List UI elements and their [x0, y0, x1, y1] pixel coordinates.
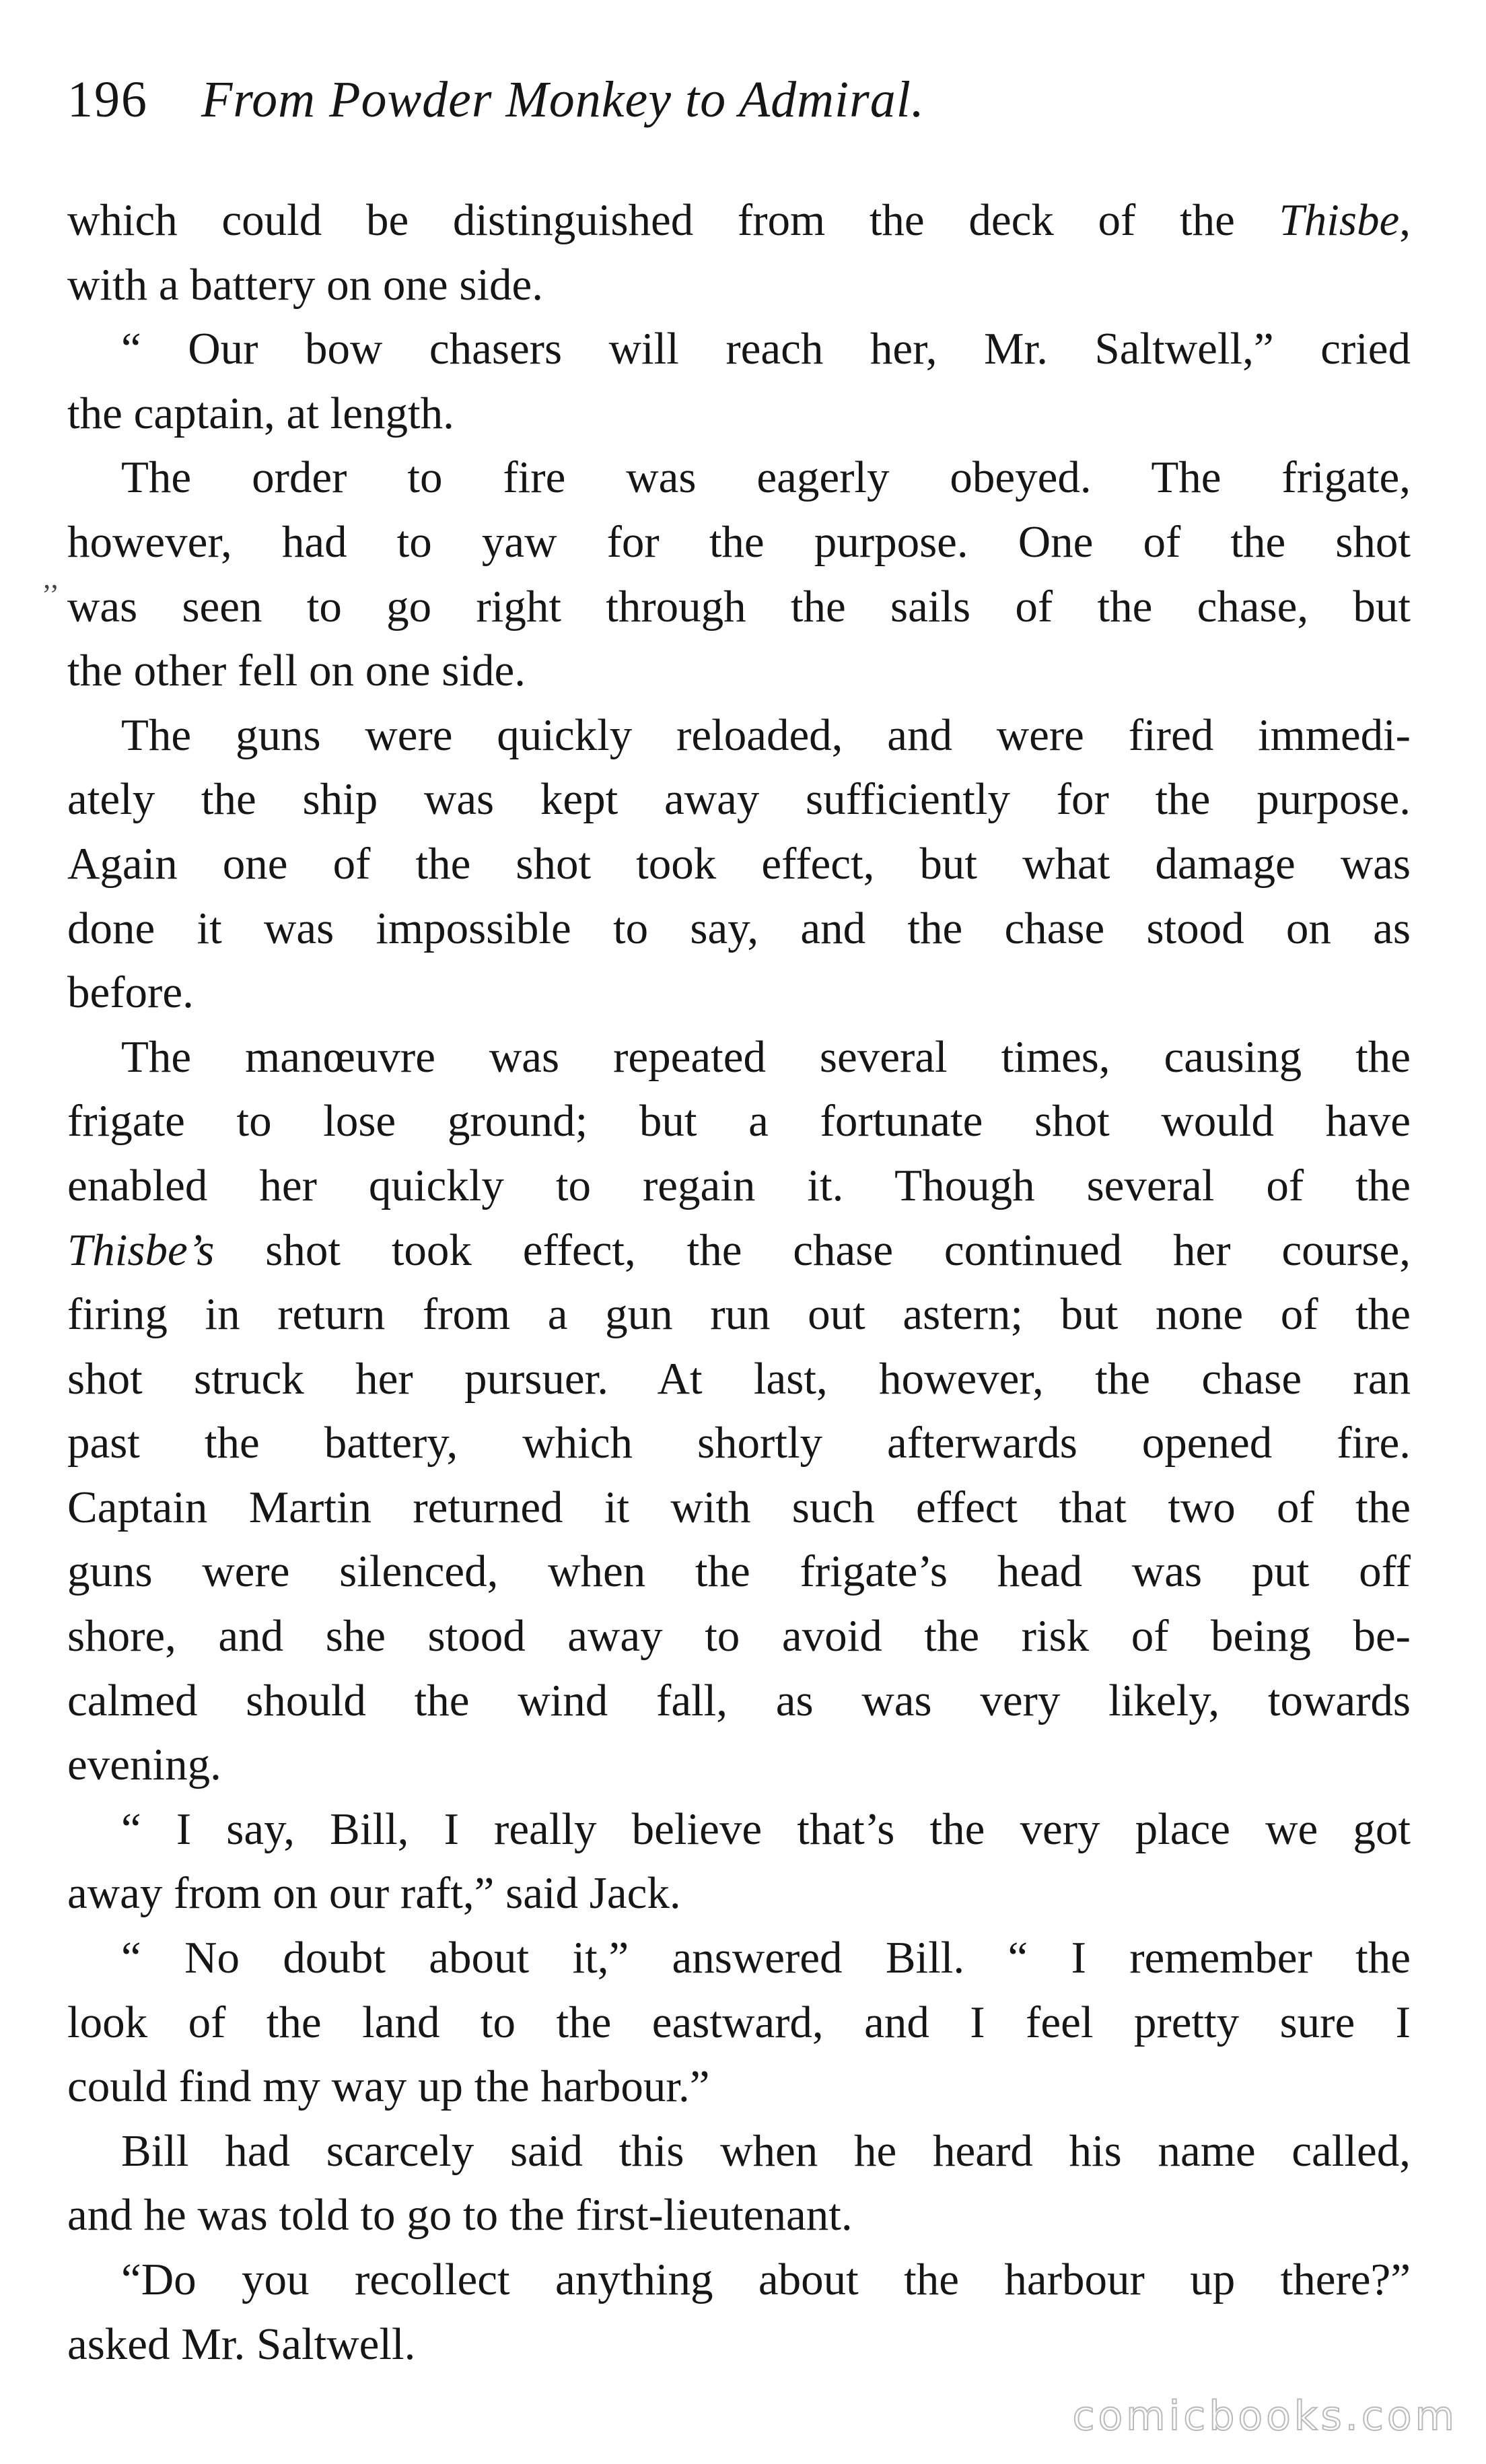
text-run: enabled her quickly to regain it. Though several of the — [67, 1160, 1411, 1210]
text-run: evening. — [67, 1740, 221, 1790]
text-line — [67, 1991, 1411, 2055]
text-line — [67, 1154, 1411, 1219]
text-line — [67, 767, 1411, 832]
text-run: could find my way up the harbour.” — [67, 2061, 710, 2112]
text-line — [67, 961, 1411, 1025]
text-line — [67, 1861, 1411, 1926]
text-line — [67, 1347, 1411, 1412]
text-line — [67, 1604, 1411, 1669]
text-run: with a battery on one side. — [67, 259, 544, 310]
book-title: From Powder Monkey to Admiral. — [201, 71, 925, 128]
text-line — [67, 2119, 1411, 2184]
body-text — [67, 189, 1411, 2376]
text-line — [67, 1476, 1411, 1540]
text-run: calmed should the wind fall, as was very likely, towards — [67, 1675, 1411, 1725]
text-run: away from on our raft,” said Jack. — [67, 1868, 681, 1919]
text-line — [67, 1282, 1411, 1347]
text-run: firing in return from a gun run out astern; but none of the — [67, 1289, 1411, 1340]
text-line — [67, 1411, 1411, 1476]
text-line — [67, 1733, 1411, 1798]
text-line — [67, 253, 1411, 318]
text-run: Bill had scarcely said this when he heard his name called, — [121, 2125, 1411, 2176]
text-line — [67, 704, 1411, 768]
text-run: ately the ship was kept away sufficiently for the purpose. — [67, 774, 1411, 825]
text-run: shore, and she stood away to avoid the risk of being be- — [67, 1611, 1411, 1662]
text-run: “ Our bow chasers will reach her, Mr. Saltwell,” cried — [121, 324, 1411, 374]
text-line — [67, 382, 1411, 446]
text-run: “ I say, Bill, I really believe that’s the very place we got — [121, 1804, 1411, 1854]
text-line — [67, 2248, 1411, 2313]
margin-mark: ’’ — [42, 578, 60, 611]
text-run: however, had to yaw for the purpose. One of the shot — [67, 516, 1411, 567]
text-line — [67, 446, 1411, 510]
text-line — [67, 1669, 1411, 1734]
text-run: shot struck her pursuer. At last, however, the chase ran — [67, 1353, 1411, 1404]
text-line — [67, 1798, 1411, 1862]
text-line — [67, 1089, 1411, 1154]
text-line — [67, 897, 1411, 961]
text-run: Again one of the shot took effect, but what damage was — [67, 838, 1411, 889]
text-line — [67, 1540, 1411, 1604]
text-run: asked Mr. Saltwell. — [67, 2319, 416, 2369]
ship-name: Thisbe’s — [67, 1225, 215, 1275]
text-run: look of the land to the eastward, and I feel pretty sure I — [67, 1997, 1411, 2047]
text-run: the captain, at length. — [67, 388, 454, 438]
text-line — [67, 832, 1411, 897]
text-line — [67, 1025, 1411, 1090]
text-run: which could be distinguished from the deck of the — [67, 195, 1279, 245]
text-run: “ No doubt about it,” answered Bill. “ I remember the — [121, 1933, 1411, 1983]
text-line — [67, 2183, 1411, 2248]
ship-name: Thisbe — [1279, 195, 1400, 245]
page-number: 196 — [67, 71, 148, 128]
running-head — [67, 59, 1413, 140]
watermark: comicbooks.com — [1072, 2393, 1458, 2440]
text-run: the other fell on one side. — [67, 646, 526, 696]
text-run: done it was impossible to say, and the chase stood on as — [67, 903, 1411, 953]
text-line — [67, 317, 1411, 382]
text-run: past the battery, which shortly afterwards opened fire. — [67, 1418, 1411, 1468]
text-line — [67, 575, 1411, 640]
text-line — [67, 1219, 1411, 1283]
text-run: , — [1399, 195, 1411, 245]
text-run: frigate to lose ground; but a fortunate shot would have — [67, 1096, 1411, 1147]
text-run: The manœuvre was repeated several times, causing the — [121, 1031, 1411, 1082]
text-line — [67, 1926, 1411, 1991]
text-run: The order to fire was eagerly obeyed. The frigate, — [121, 452, 1411, 503]
text-run: Captain Martin returned it with such effect that two of the — [67, 1482, 1411, 1532]
text-line — [67, 2055, 1411, 2119]
text-run: shot took effect, the chase continued her course, — [214, 1225, 1411, 1275]
text-run: The guns were quickly reloaded, and were fired immedi- — [121, 710, 1411, 760]
text-run: “Do you recollect anything about the harbour up there?” — [121, 2255, 1411, 2304]
text-line — [67, 510, 1411, 575]
text-run: before. — [67, 967, 194, 1018]
text-line — [67, 189, 1411, 253]
text-line — [67, 639, 1411, 704]
text-run: was seen to go right through the sails of the chase, but — [67, 581, 1411, 631]
text-line — [67, 2313, 1411, 2377]
text-run: and he was told to go to the first-lieutenant. — [67, 2190, 853, 2240]
text-run: guns were silenced, when the frigate’s head was put off — [67, 1546, 1411, 1597]
